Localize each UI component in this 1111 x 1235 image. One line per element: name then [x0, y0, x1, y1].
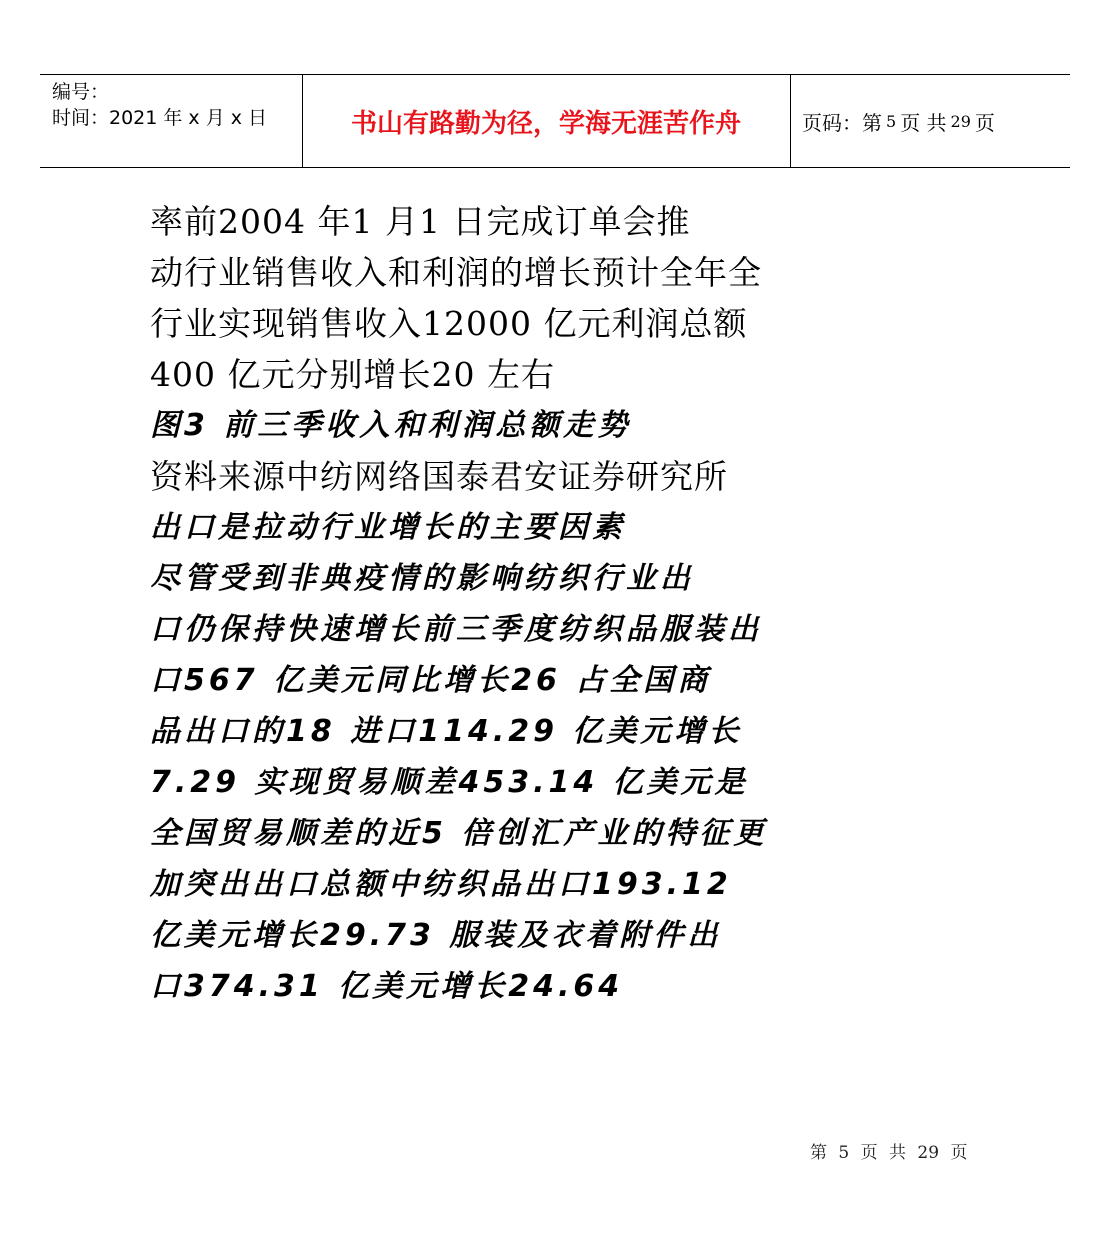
body-line: 口374.31 亿美元增长24.64	[150, 969, 624, 1004]
body-line: 7.29 实现贸易顺差453.14 亿美元是	[150, 765, 749, 800]
body-line: 尽管受到非典疫情的影响纺织行业出	[150, 561, 694, 596]
header-page-prefix: 页码：第	[802, 110, 882, 135]
body-line: 品出口的18 进口114.29 亿美元增长	[150, 714, 743, 749]
header-page-current: 5	[886, 111, 897, 131]
body-line: 口仍保持快速增长前三季度纺织品服装出	[150, 612, 762, 647]
header-number-label: 编号：	[52, 81, 110, 103]
document-body	[150, 196, 850, 1012]
header-divider-right	[790, 75, 791, 167]
body-line: 出口是拉动行业增长的主要因素	[150, 510, 626, 545]
body-line: 口567 亿美元同比增长26 占全国商	[150, 663, 712, 698]
body-line: 动行业销售收入和利润的增长预计全年全	[150, 253, 762, 292]
body-line: 资料来源中纺网络国泰君安证券研究所	[150, 457, 728, 496]
header-page-suffix: 页	[974, 110, 995, 135]
body-line: 图3 前三季收入和利润总额走势	[150, 408, 632, 443]
header-page-indicator	[802, 75, 995, 167]
header-meta	[52, 79, 267, 131]
body-line: 率前2004 年1 月1 日完成订单会推	[150, 202, 691, 241]
header-motto: 书山有路勤为径，学海无涯苦作舟	[350, 108, 741, 139]
page-header	[40, 74, 1070, 168]
body-line: 全国贸易顺差的近5 倍创汇产业的特征更	[150, 816, 768, 851]
body-line: 加突出出口总额中纺织品出口193.12	[150, 867, 732, 902]
header-page-total: 29	[950, 111, 971, 131]
header-time-label: 时间：2021 年 x 月 x 日	[52, 107, 268, 129]
header-page-mid: 页 共	[900, 110, 947, 135]
page-footer: 第 5 页 共 29 页	[810, 1143, 968, 1163]
body-line: 亿美元增长29.73 服装及衣着附件出	[150, 918, 722, 953]
body-line: 行业实现销售收入12000 亿元利润总额	[150, 304, 748, 343]
body-line: 400 亿元分别增长20 左右	[150, 355, 555, 394]
